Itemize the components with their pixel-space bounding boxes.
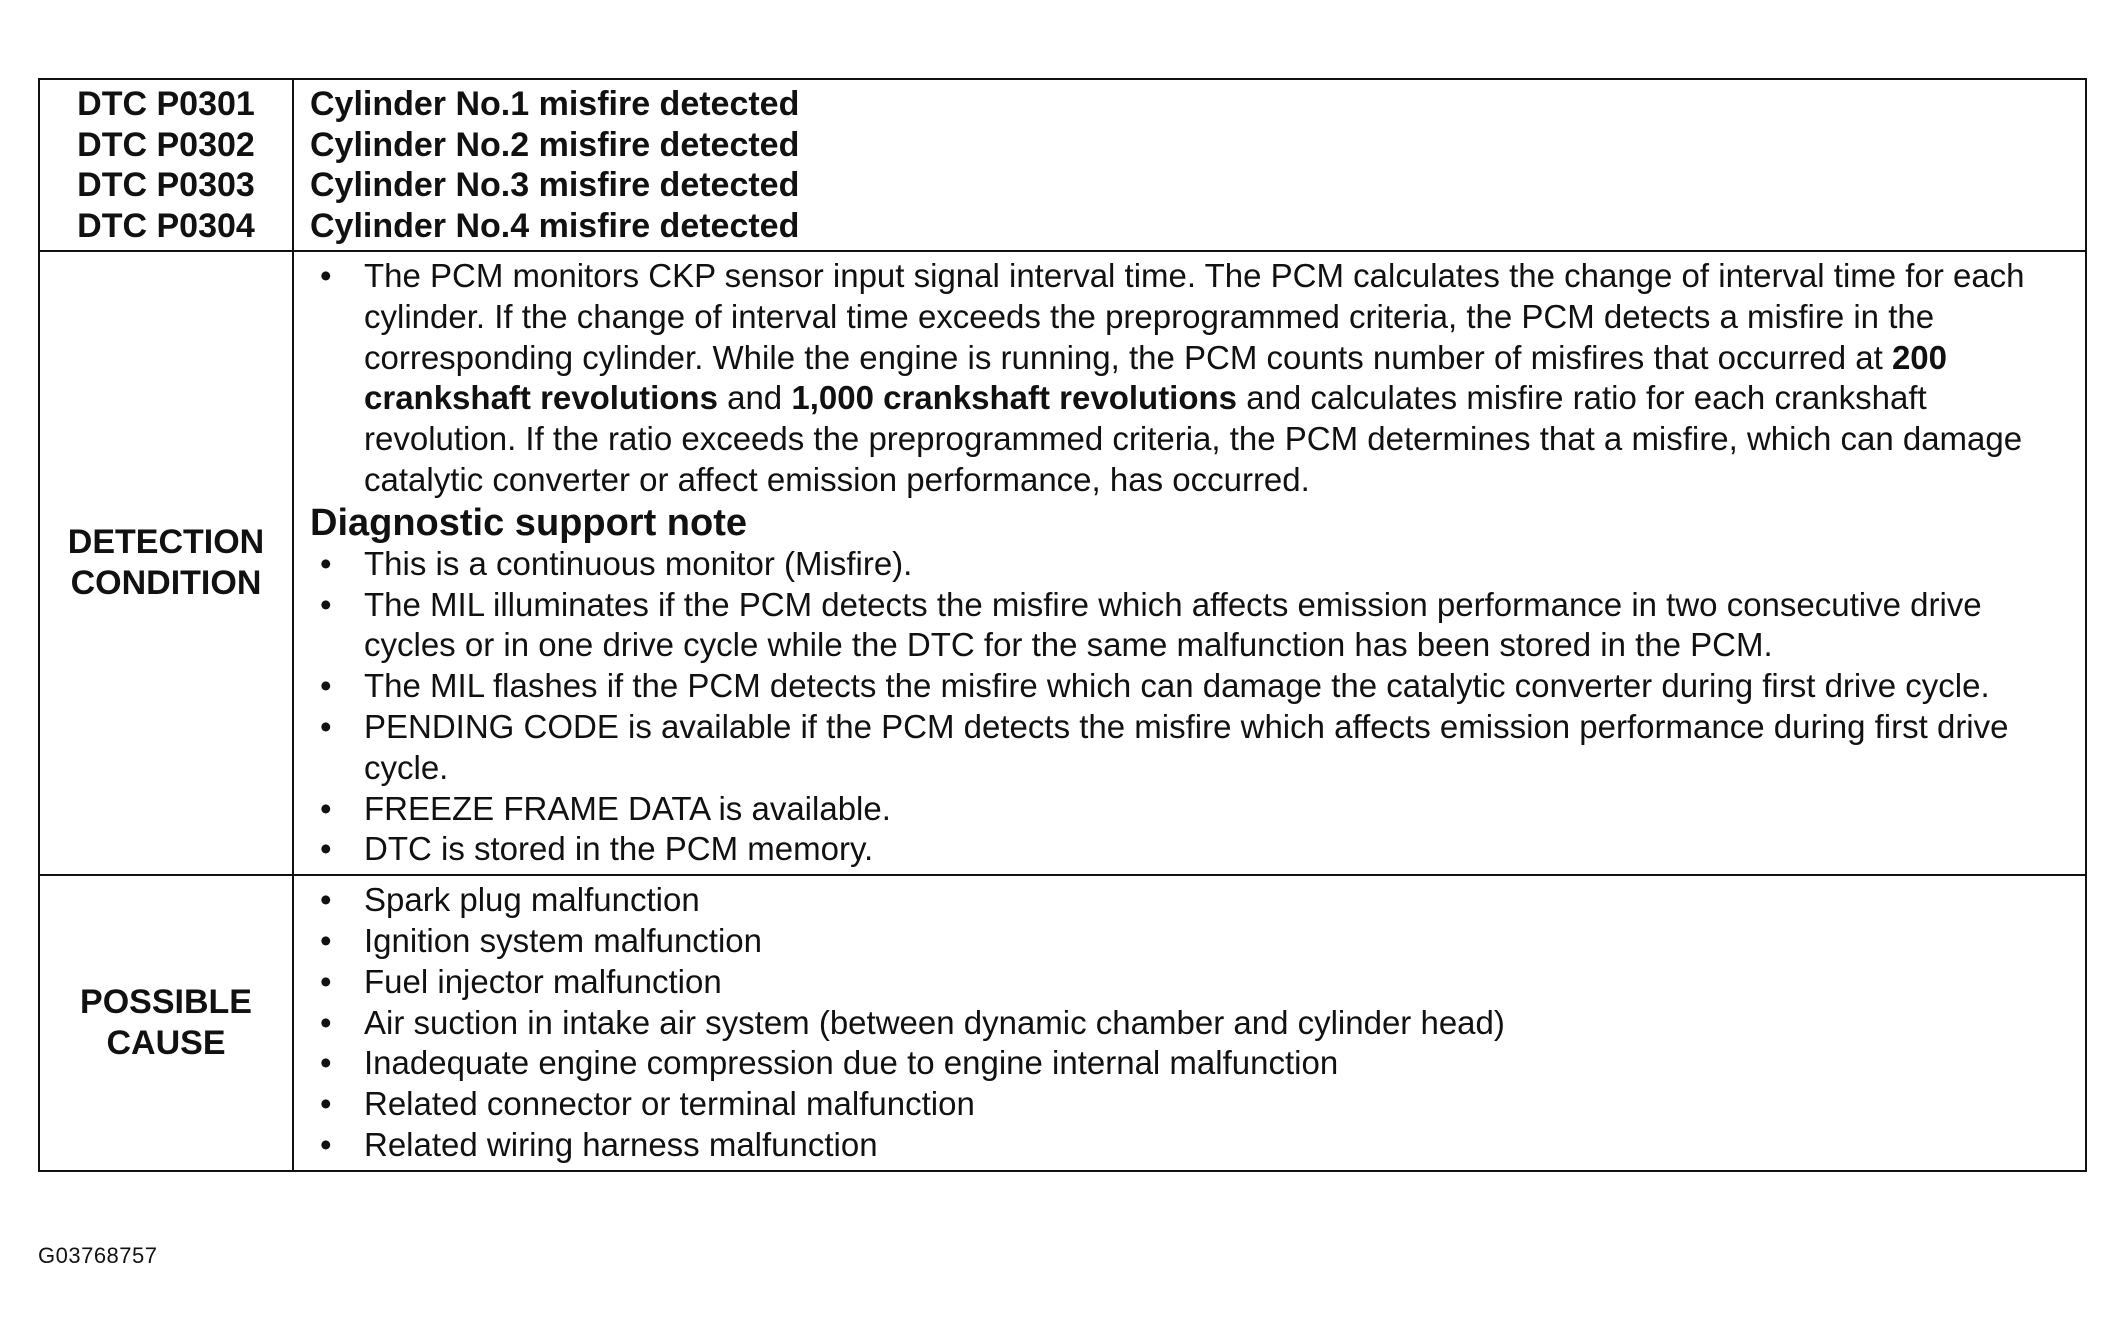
list-item: • Spark plug malfunction xyxy=(310,880,2071,921)
possible-cause-list xyxy=(310,880,2071,1166)
dtc-header-row xyxy=(39,79,2086,251)
dtc-description: Cylinder No.1 misfire detected xyxy=(310,85,800,123)
list-item: • DTC is stored in the PCM memory. xyxy=(310,829,2071,870)
list-item: • Fuel injector malfunction xyxy=(310,962,2071,1003)
detection-condition-label xyxy=(39,251,293,875)
detection-condition-row xyxy=(39,251,2086,875)
dtc-code: DTC P0301 xyxy=(77,85,255,123)
label-line: POSSIBLE xyxy=(80,982,252,1021)
list-item: • Ignition system malfunction xyxy=(310,921,2071,962)
figure-code: G03768757 xyxy=(38,1243,158,1268)
emphasis-text: 200 crankshaft revolutions xyxy=(364,338,1947,417)
dtc-code: DTC P0303 xyxy=(77,166,255,204)
emphasis-text: 1,000 crankshaft revolutions xyxy=(791,379,1238,417)
dtc-table xyxy=(38,78,2087,1172)
list-item: • This is a continuous monitor (Misfire). xyxy=(310,544,2071,585)
detection-condition-content xyxy=(293,251,2086,875)
list-item: • Inadequate engine compression due to engine internal malfunction xyxy=(310,1043,2071,1084)
list-item: • FREEZE FRAME DATA is available. xyxy=(310,789,2071,830)
detection-list xyxy=(310,256,2071,501)
dtc-codes-cell xyxy=(39,79,293,251)
dtc-description: Cylinder No.3 misfire detected xyxy=(310,166,800,204)
label-line: DETECTION xyxy=(67,523,265,562)
list-item: • PENDING CODE is available if the PCM detects the misfire which affects emission performance during first drive cycle. xyxy=(310,707,2071,789)
list-item: • The MIL illuminates if the PCM detects the misfire which affects emission performance in two consecutive drive cycles or in one drive cycle while the DTC for the same malfunction has been stored in the PCM. xyxy=(310,585,2071,667)
possible-cause-content xyxy=(293,875,2086,1171)
diagnostic-support-note-heading: Diagnostic support note xyxy=(310,501,747,544)
list-item: • Air suction in intake air system (between dynamic chamber and cylinder head) xyxy=(310,1003,2071,1044)
dtc-code: DTC P0304 xyxy=(77,206,255,245)
dtc-description: Cylinder No.2 misfire detected xyxy=(310,125,800,164)
label-line: CONDITION xyxy=(70,564,262,603)
dtc-descriptions-cell xyxy=(293,79,2086,251)
text-span: and xyxy=(717,379,792,417)
dtc-code: DTC P0302 xyxy=(77,125,255,164)
list-item: • Related wiring harness malfunction xyxy=(310,1125,2071,1166)
label-line: CAUSE xyxy=(106,1023,226,1062)
list-item xyxy=(310,256,2071,501)
diagnostic-notes-list xyxy=(310,544,2071,870)
list-item: • The MIL flashes if the PCM detects the misfire which can damage the catalytic converter during first drive cycle. xyxy=(310,666,2071,707)
possible-cause-label xyxy=(39,875,293,1171)
text-span: The PCM monitors CKP sensor input signal interval time. The PCM calculates the change of interval time for each cylinder. If the change of interval time exceeds the preprogrammed criteria, the PCM detects a misfire in the corresponding cylinder. While the engine is running, the PCM counts number of misfires that occurred at xyxy=(364,257,2025,376)
list-item: • Related connector or terminal malfunction xyxy=(310,1084,2071,1125)
possible-cause-row xyxy=(39,875,2086,1171)
dtc-description: Cylinder No.4 misfire detected xyxy=(310,206,800,245)
text-span: and calculates misfire ratio for each crankshaft revolution. If the ratio exceeds the preprogrammed criteria, the PCM determines that a misfire, which can damage catalytic converter or affect emission performance, has occurred. xyxy=(364,379,2023,498)
